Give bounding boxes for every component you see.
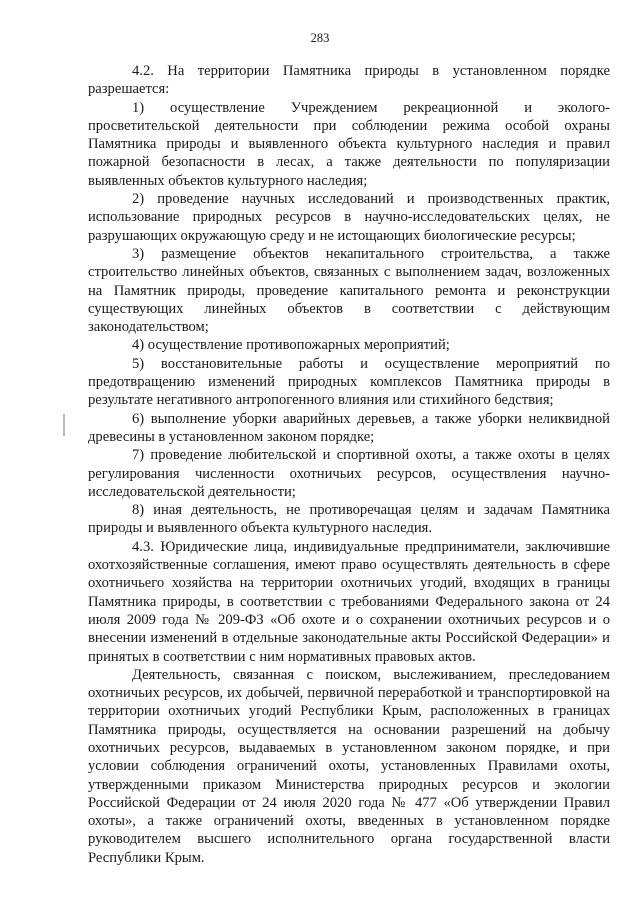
list-item-8: 8) иная деятельность, не противоречащая целям и задачам Памятника природы и выявленного объекта культурного наследия. bbox=[88, 502, 610, 537]
page-number: 283 bbox=[310, 31, 330, 45]
list-item-1: 1) осуществление Учреждением рекреационной и эколого-просветительской деятельности при соблюдении режима особой охраны Памятника природы и выявленного объекта культурного наследия и правил пожарной безопасности в лесах, а также деятельности по популяризации выявленных объектов культурного наследия; bbox=[88, 99, 610, 189]
list-item-5: 5) восстановительные работы и осуществление мероприятий по предотвращению изменений природных комплексов Памятника природы в результате негативного антропогенного влияния или стихийного бедствия; bbox=[88, 355, 610, 409]
paragraph-4-3: 4.3. Юридические лица, индивидуальные предприниматели, заключившие охотхозяйственные соглашения, имеют право осуществлять деятельность в сфере охотничьего хозяйства на территории охотничьих угодий, входящих в границы Памятника природы, в соответствии с требованиями Федерального закона от 24 июля 2009 года № 209-ФЗ «Об охоте и о сохранении охотничьих ресурсов и о внесении изменений в отдельные законодательные акты Российской Федерации» и принятых в соответствии с ним нормативных правовых актов. bbox=[88, 538, 610, 665]
list-item-4: 4) осуществление противопожарных мероприятий; bbox=[132, 337, 450, 354]
paragraph-4-2: 4.2. На территории Памятника природы в установленном порядке разрешается: bbox=[88, 63, 610, 98]
document-body bbox=[88, 62, 610, 867]
list-item-2: 2) проведение научных исследований и производственных практик, использование природных ресурсов в научно-исследовательских целях, не разрушающих окружающую среду и не истощающих биологические ресурсы; bbox=[88, 191, 610, 244]
list-item-7: 7) проведение любительской и спортивной охоты, а также охоты в целях регулирования численности охотничьих ресурсов, осуществления научно-исследовательской деятельности; bbox=[88, 447, 610, 500]
list-item-6: 6) выполнение уборки аварийных деревьев, а также уборки неликвидной древесины в установленном законом порядке; bbox=[88, 410, 610, 445]
list-item-3: 3) размещение объектов некапитального строительства, а также строительство линейных объектов, связанных с выполнением задач, возложенных на Памятник природы, проведение капитального ремонта и реконструкции существующих линейных объектов в соответствии с действующим законодательством; bbox=[88, 245, 610, 336]
paragraph-hunting-activity: Деятельность, связанная с поиском, выслеживанием, преследованием охотничьих ресурсов, их добычей, первичной переработкой и транспортировкой на территории охотничьих угодий Республики Крым, расположенных в границах Памятника природы, осуществляется на основании разрешений на добычу охотничьих ресурсов, выдаваемых в установленном законом порядке, и при условии соблюдения ограничений охоты, установленных Правилами охоты, утвержденными приказом Министерства природных ресурсов и экологии Российской Федерации от 24 июля 2020 года № 477 «Об утверждении Правил охоты», а также ограничений охоты, введенных в установленном порядке руководителем высшего исполнительного органа государственной власти Республики Крым. bbox=[88, 666, 610, 866]
scan-margin-mark bbox=[63, 414, 65, 436]
